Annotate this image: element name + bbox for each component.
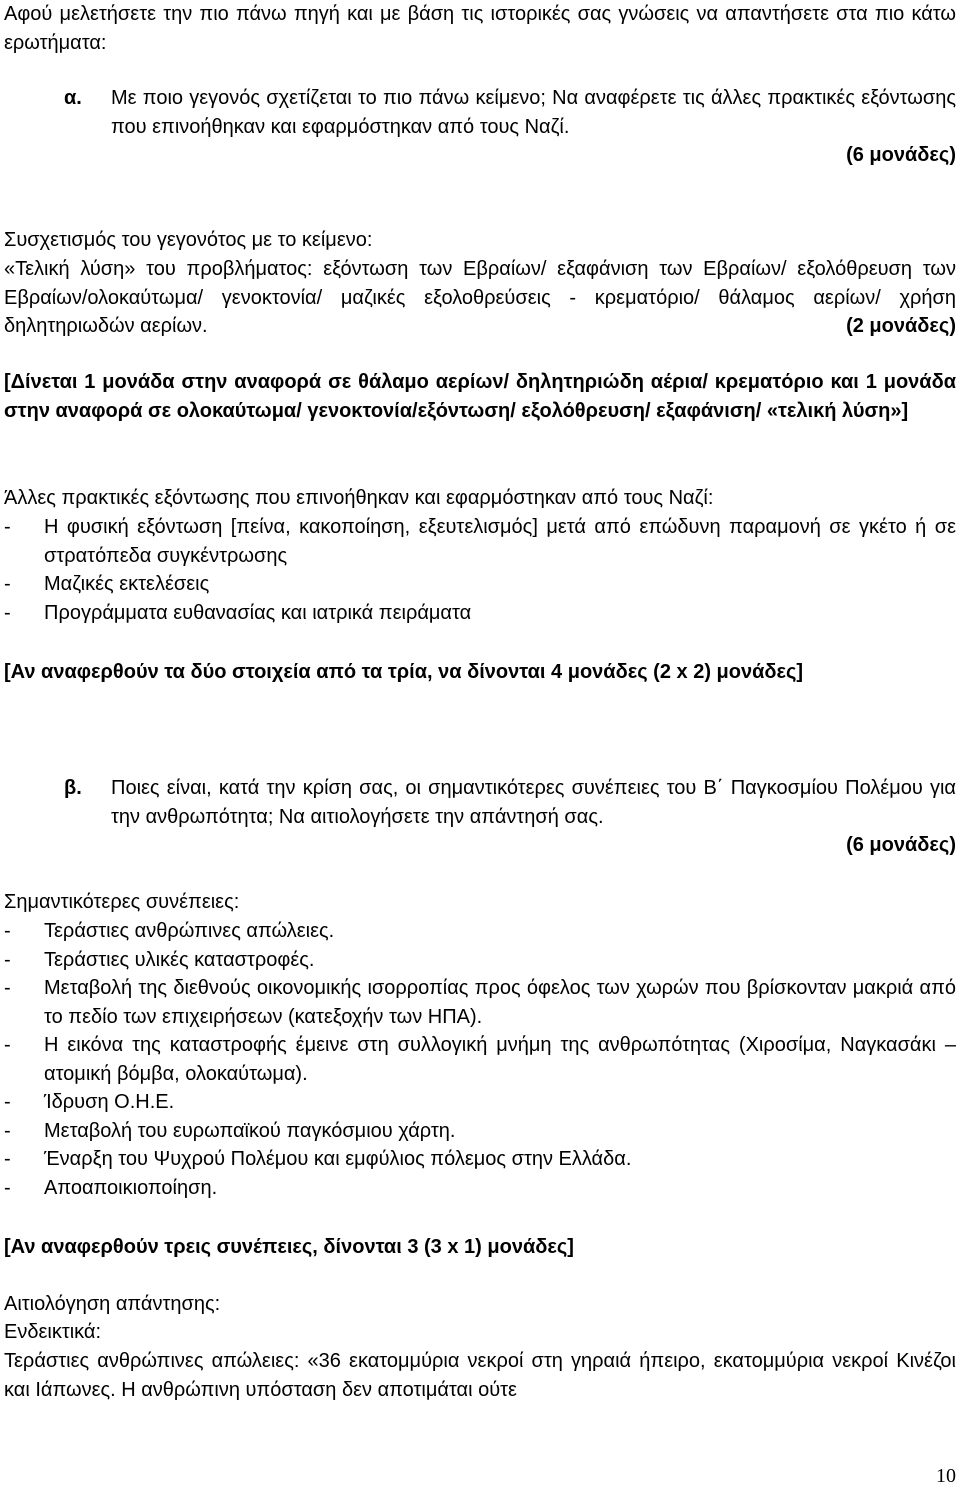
consequences-list [4, 917, 956, 1202]
question-a-text: Με ποιο γεγονός σχετίζεται το πιο πάνω κείμενο; Να αναφέρετε τις άλλες πρακτικές εξόντωσης που επινοήθηκαν και εφαρμόστηκαν από τους Ναζί. [111, 87, 956, 138]
justification-heading: Αιτιολόγηση απάντησης: [4, 1293, 221, 1315]
practices-heading: Άλλες πρακτικές εξόντωσης που επινοήθηκαν και εφαρμόστηκαν από τους Ναζί: [4, 487, 714, 509]
list-item: - Τεράστιες υλικές καταστροφές. [4, 948, 315, 971]
practices-list [4, 513, 956, 627]
grading-note-a: [Δίνεται 1 μονάδα στην αναφορά σε θάλαμο αερίων/ δηλητηριώδη αέρια/ κρεματόριο και 1 μονάδα στην αναφορά σε ολοκαύτωμα/ γενοκτονία/εξόντωση/ εξολόθρευση/ εξαφάνιση/ «τελική λύση»] [4, 371, 956, 422]
list-item: - Ίδρυση Ο.Η.Ε. [4, 1091, 175, 1113]
list-item: - Έναρξη του Ψυχρού Πολέμου και εμφύλιος πόλεμος στην Ελλάδα. [4, 1148, 632, 1170]
question-a [64, 84, 956, 141]
list-item: - Η εικόνα της καταστροφής έμεινε στη συλλογική μνήμη της ανθρωπότητας (Χιροσίμα, Ναγκασάκι – ατομική βόμβα, ολοκαύτωμα). [4, 1034, 956, 1085]
practices-note: [Αν αναφερθούν τα δύο στοιχεία από τα τρία, να δίνονται 4 μονάδες (2 x 2) μονάδες] [4, 661, 804, 683]
list-item: - Προγράμματα ευθανασίας και ιατρικά πειράματα [4, 601, 472, 624]
document-page [4, 0, 956, 1486]
question-b [64, 774, 956, 831]
justification-text: Τεράστιες ανθρώπινες απώλειες: «36 εκατομμύρια νεκροί στη γηραιά ήπειρο, εκατομμύρια νεκροί Κινέζοι και Ιάπωνες. Η ανθρώπινη υπόσταση δεν αποτιμάται ούτε [4, 1350, 956, 1401]
page-number: 10 [936, 1465, 956, 1487]
question-a-marks: (6 μονάδες) [846, 144, 956, 166]
intro-paragraph: Αφού μελετήσετε την πιο πάνω πηγή και με βάση τις ιστορικές σας γνώσεις να απαντήσετε στα πιο κάτω ερωτήματα: [4, 3, 956, 54]
list-item: - Μεταβολή του ευρωπαϊκού παγκόσμιου χάρτη. [4, 1119, 456, 1142]
question-b-text: Ποιες είναι, κατά την κρίση σας, οι σημαντικότερες συνέπειες του Β΄ Παγκοσμίου Πολέμου για την ανθρωπότητα; Να αιτιολογήσετε την απάντησή σας. [111, 777, 956, 828]
list-item: - Μεταβολή της διεθνούς οικονομικής ισορροπίας προς όφελος των χωρών που βρίσκονταν μακριά από το πεδίο των επιχειρήσεων (κατεξοχήν των ΗΠΑ). [4, 977, 956, 1028]
indicative-label: Ενδεικτικά: [4, 1321, 102, 1343]
correlation-heading: Συσχετισμός του γεγονότος με το κείμενο: [4, 229, 373, 251]
question-b-label: β. [64, 777, 82, 799]
list-item: - Η φυσική εξόντωση [πείνα, κακοποίηση, εξευτελισμός] μετά από επώδυνη παραμονή σε γκέτο ή σε στρατόπεδα συγκέντρωσης [4, 516, 956, 567]
question-a-label: α. [64, 87, 82, 109]
list-item: - Αποαποικιοποίηση. [4, 1176, 218, 1199]
consequences-note: [Αν αναφερθούν τρεις συνέπειες, δίνονται 3 (3 x 1) μονάδες] [4, 1236, 574, 1258]
list-item: - Μαζικές εκτελέσεις [4, 573, 210, 595]
correlation-body: «Τελική λύση» του προβλήματος: εξόντωση των Εβραίων/ εξαφάνιση των Εβραίων/ εξολόθρευση των Εβραίων/ολοκαύτωμα/ γενοκτονία/ μαζικές εξολοθρεύσεις - κρεματόριο/ θάλαμος αερίων/ χρήση δηλητηριωδών αερίων. [4, 258, 956, 337]
list-item: - Τεράστιες ανθρώπινες απώλειες. [4, 920, 335, 942]
question-b-marks: (6 μονάδες) [846, 834, 956, 856]
consequences-heading: Σημαντικότερες συνέπειες: [4, 891, 240, 913]
correlation-marks: (2 μονάδες) [846, 315, 956, 337]
